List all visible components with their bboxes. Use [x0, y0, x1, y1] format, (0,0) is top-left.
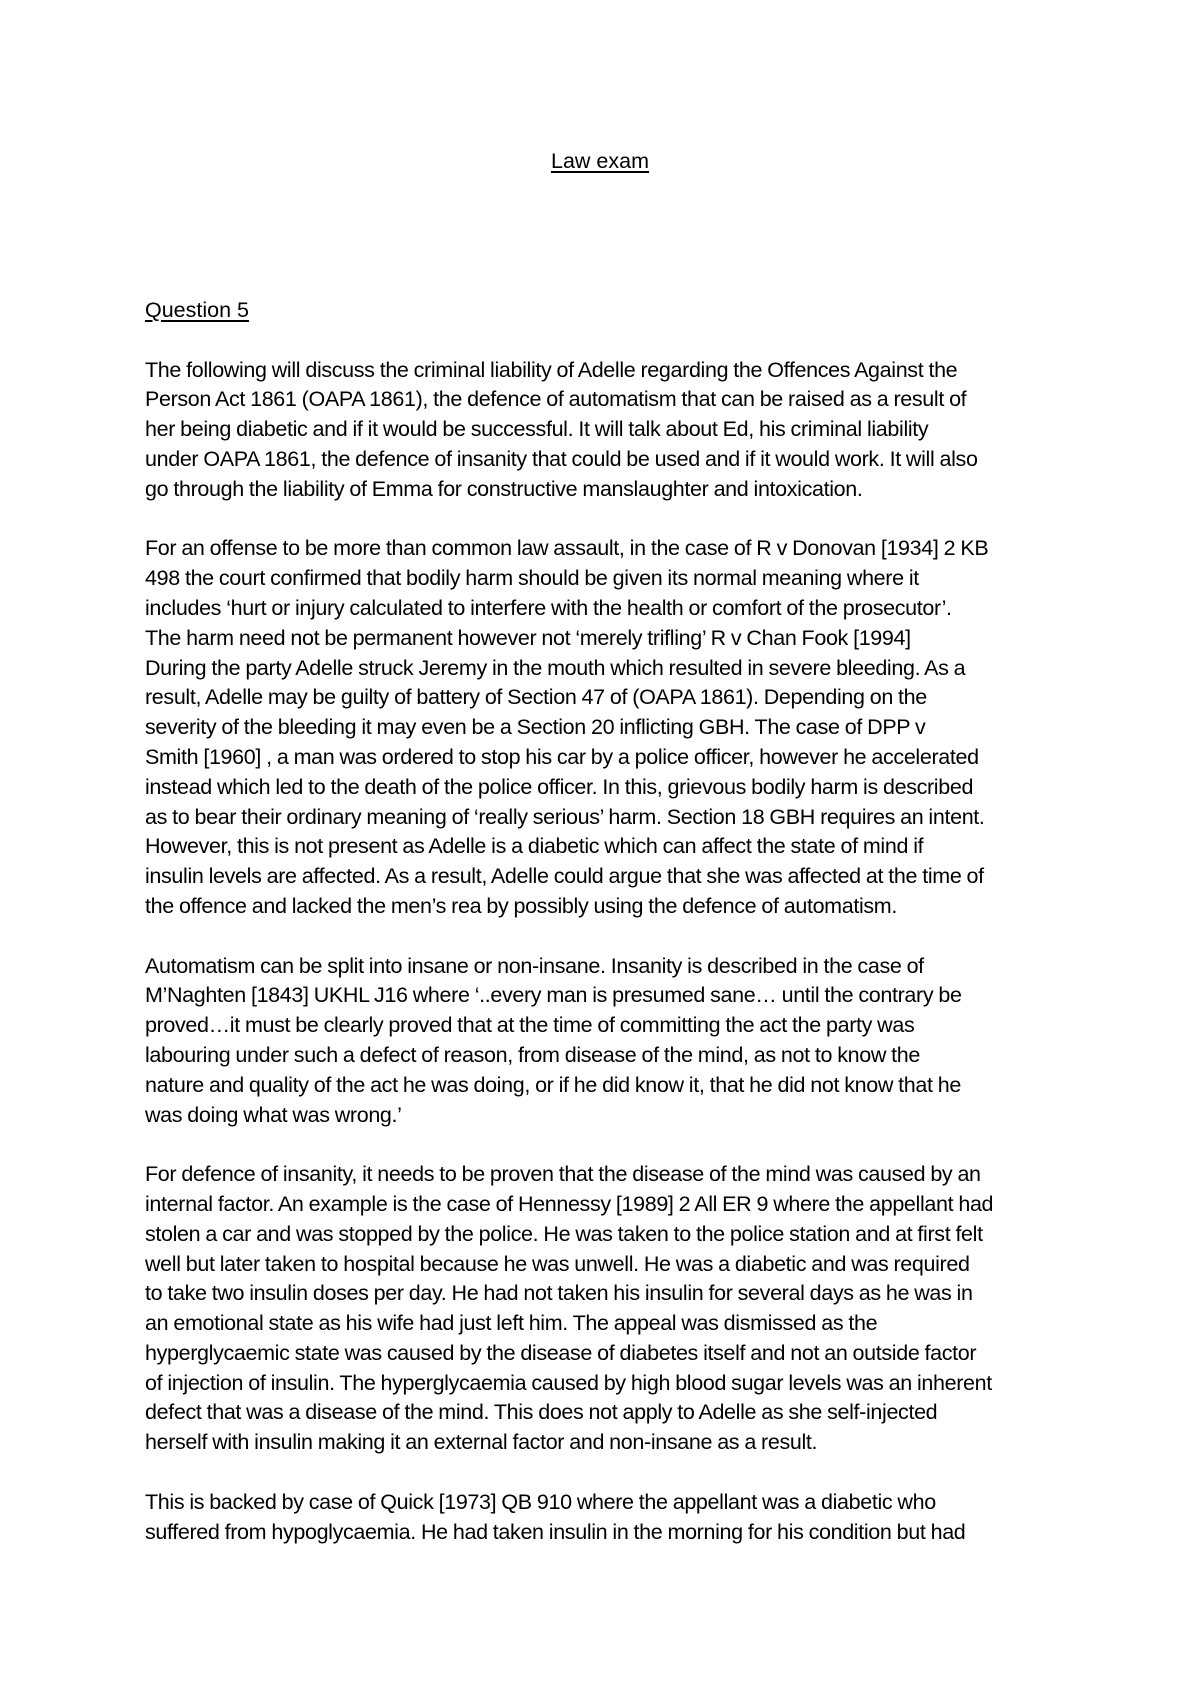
text-line: nature and quality of the act he was doing, or if he did know it, that he did not know that he: [145, 1072, 961, 1097]
text-line: go through the liability of Emma for constructive manslaughter and intoxication.: [145, 476, 863, 501]
question-heading: Question 5: [145, 298, 249, 322]
text-line: Person Act 1861 (OAPA 1861), the defence of automatism that can be raised as a result of: [145, 387, 967, 412]
text-line: well but later taken to hospital because he was unwell. He was a diabetic and was required: [145, 1251, 970, 1276]
paragraph-insanity: [145, 1160, 1075, 1458]
text-line: However, this is not present as Adelle is a diabetic which can affect the state of mind if: [145, 834, 924, 859]
text-line: severity of the bleeding it may even be a Section 20 inflicting GBH. The case of DPP v: [145, 715, 926, 740]
text-line: result, Adelle may be guilty of battery of Section 47 of (OAPA 1861). Depending on the: [145, 685, 927, 710]
text-line: her being diabetic and if it would be successful. It will talk about Ed, his criminal liability: [145, 417, 929, 442]
text-line: herself with insulin making it an external factor and non-insane as a result.: [145, 1430, 818, 1455]
paragraph-bodily-harm: [145, 534, 1075, 921]
text-line: the offence and lacked the men’s rea by possibly using the defence of automatism.: [145, 893, 897, 918]
text-line: includes ‘hurt or injury calculated to interfere with the health or comfort of the prosecutor’.: [145, 595, 952, 620]
text-line: insulin levels are affected. As a result, Adelle could argue that she was affected at the time of: [145, 864, 984, 889]
text-line: hyperglycaemic state was caused by the disease of diabetes itself and not an outside factor: [145, 1340, 977, 1365]
document-body: [145, 296, 1075, 1577]
text-line: suffered from hypoglycaemia. He had taken insulin in the morning for his condition but had: [145, 1519, 966, 1544]
text-line: proved…it must be clearly proved that at the time of committing the act the party was: [145, 1013, 915, 1038]
document-title-text: Law exam: [551, 149, 649, 173]
text-line: Automatism can be split into insane or non-insane. Insanity is described in the case of: [145, 953, 924, 978]
text-line: For defence of insanity, it needs to be proven that the disease of the mind was caused by an: [145, 1162, 981, 1187]
text-line: was doing what was wrong.’: [145, 1102, 402, 1127]
document-title: [0, 148, 1200, 174]
paragraph-automatism: [145, 952, 1075, 1131]
text-line: Smith [1960] , a man was ordered to stop his car by a police officer, however he accelerated: [145, 744, 979, 769]
text-line: During the party Adelle struck Jeremy in the mouth which resulted in severe bleeding. As a: [145, 655, 966, 680]
paragraph-intro: [145, 356, 1075, 505]
text-line: The harm need not be permanent however not ‘merely trifling’ R v Chan Fook [1994]: [145, 625, 911, 650]
text-line: M’Naghten [1843] UKHL J16 where ‘..every man is presumed sane… until the contrary be: [145, 983, 962, 1008]
text-line: instead which led to the death of the police officer. In this, grievous bodily harm is described: [145, 774, 974, 799]
text-line: stolen a car and was stopped by the police. He was taken to the police station and at first felt: [145, 1221, 983, 1246]
text-line: internal factor. An example is the case of Hennessy [1989] 2 All ER 9 where the appellant had: [145, 1191, 994, 1216]
text-line: to take two insulin doses per day. He had not taken his insulin for several days as he was in: [145, 1281, 973, 1306]
text-line: 498 the court confirmed that bodily harm should be given its normal meaning where it: [145, 566, 919, 591]
text-line: This is backed by case of Quick [1973] QB 910 where the appellant was a diabetic who: [145, 1489, 936, 1514]
paragraph-quick: [145, 1488, 1075, 1548]
text-line: as to bear their ordinary meaning of ‘really serious’ harm. Section 18 GBH requires an intent.: [145, 804, 985, 829]
text-line: For an offense to be more than common law assault, in the case of R v Donovan [1934] 2 KB: [145, 536, 989, 561]
text-line: defect that was a disease of the mind. This does not apply to Adelle as she self-injected: [145, 1400, 938, 1425]
text-line: labouring under such a defect of reason, from disease of the mind, as not to know the: [145, 1042, 920, 1067]
text-line: under OAPA 1861, the defence of insanity that could be used and if it would work. It will also: [145, 446, 978, 471]
text-line: of injection of insulin. The hyperglycaemia caused by high blood sugar levels was an inherent: [145, 1370, 992, 1395]
text-line: The following will discuss the criminal liability of Adelle regarding the Offences Against the: [145, 357, 958, 382]
text-line: an emotional state as his wife had just left him. The appeal was dismissed as the: [145, 1311, 878, 1336]
